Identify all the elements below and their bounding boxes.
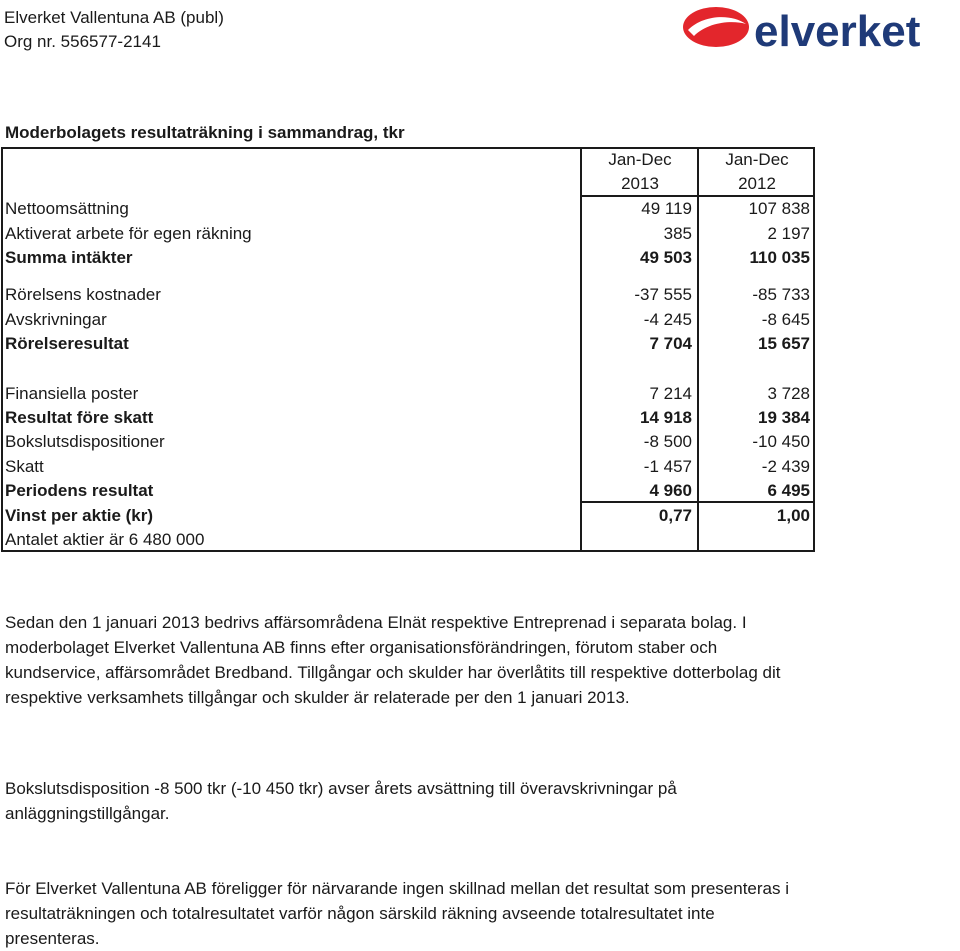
value-2013: 49 119 xyxy=(641,199,692,218)
column-period: Jan-Dec xyxy=(725,150,789,169)
note-paragraph: Bokslutsdisposition -8 500 tkr (-10 450 tkr) avser årets avsättning till överavskrivningar på anläggningstillgångar. xyxy=(5,779,677,823)
value-2012: 110 035 xyxy=(749,248,810,267)
row-label: Finansiella poster xyxy=(5,384,139,403)
value-2012: 1,00 xyxy=(776,506,810,525)
table-row xyxy=(0,246,814,270)
value-2012: 15 657 xyxy=(758,334,810,353)
logo-swoosh-icon xyxy=(683,7,749,47)
value-2013: -37 555 xyxy=(634,285,692,304)
row-label: Rörelseresultat xyxy=(5,334,129,353)
row-label: Periodens resultat xyxy=(5,481,154,500)
value-2012: 6 495 xyxy=(767,481,810,500)
table-row xyxy=(0,382,814,406)
value-2013: 0,77 xyxy=(658,506,692,525)
value-2012: -85 733 xyxy=(752,285,810,304)
row-label: Resultat före skatt xyxy=(5,408,154,427)
row-label: Skatt xyxy=(5,457,44,476)
value-2013: 4 960 xyxy=(649,481,692,500)
table-row xyxy=(0,430,814,454)
row-label: Avskrivningar xyxy=(5,310,107,329)
table-row xyxy=(0,308,814,332)
note-paragraph: Sedan den 1 januari 2013 bedrivs affärsområdena Elnät respektive Entreprenad i separata bolag. I moderbolaget Elverket Vallentuna AB finns efter organisationsförändringen, förutom staber och kundservice, affärsområdet Bredband. Tillgångar och skulder har överlåtits till respektive dotterbolag dit respektive verksamhets tillgångar och skulder är relaterade per den 1 januari 2013. xyxy=(5,613,781,707)
table-row xyxy=(0,504,814,528)
table-row xyxy=(0,222,814,246)
table-row xyxy=(0,283,814,307)
value-2012: -2 439 xyxy=(761,457,810,476)
value-2013: -1 457 xyxy=(643,457,692,476)
column-year: 2013 xyxy=(621,174,659,193)
table-row xyxy=(0,406,814,430)
table-row xyxy=(0,479,814,503)
value-2012: 2 197 xyxy=(767,224,810,243)
logo-wordmark: elverket xyxy=(754,7,921,56)
row-label: Vinst per aktie (kr) xyxy=(5,506,154,525)
column-header-2013 xyxy=(582,148,698,196)
row-label: Summa intäkter xyxy=(5,248,133,267)
value-2012: 107 838 xyxy=(748,199,810,218)
table-row xyxy=(0,197,814,221)
value-2013: 49 503 xyxy=(640,248,692,267)
table-row xyxy=(0,455,814,479)
value-2012: -8 645 xyxy=(761,310,810,329)
column-header-2012 xyxy=(699,148,815,196)
value-2013: 7 214 xyxy=(649,384,692,403)
value-2013: 7 704 xyxy=(649,334,692,353)
company-header xyxy=(4,6,224,54)
column-period: Jan-Dec xyxy=(608,150,672,169)
table-row xyxy=(0,528,814,552)
value-2013: -4 245 xyxy=(643,310,692,329)
value-2012: 19 384 xyxy=(758,408,810,427)
table-row xyxy=(0,332,814,356)
report-title: Moderbolagets resultaträkning i sammandrag, tkr xyxy=(5,123,405,142)
row-label: Nettoomsättning xyxy=(5,199,129,218)
elverket-logo xyxy=(680,4,955,56)
org-number: Org nr. 556577-2141 xyxy=(4,32,161,51)
note-paragraph: För Elverket Vallentuna AB föreligger för närvarande ingen skillnad mellan det resultat som presenteras i resultaträkningen och totalresultatet varför någon särskild räkning avseende totalresultatet inte presenteras. xyxy=(5,879,789,948)
value-2013: 14 918 xyxy=(640,408,692,427)
row-label: Antalet aktier är 6 480 000 xyxy=(5,530,205,549)
value-2013: 385 xyxy=(663,224,692,243)
row-label: Rörelsens kostnader xyxy=(5,285,161,304)
value-2012: 3 728 xyxy=(767,384,810,403)
company-name: Elverket Vallentuna AB (publ) xyxy=(4,8,224,27)
column-year: 2012 xyxy=(738,174,776,193)
row-label: Aktiverat arbete för egen räkning xyxy=(5,224,252,243)
row-label: Bokslutsdispositioner xyxy=(5,432,165,451)
value-2012: -10 450 xyxy=(752,432,810,451)
value-2013: -8 500 xyxy=(643,432,692,451)
